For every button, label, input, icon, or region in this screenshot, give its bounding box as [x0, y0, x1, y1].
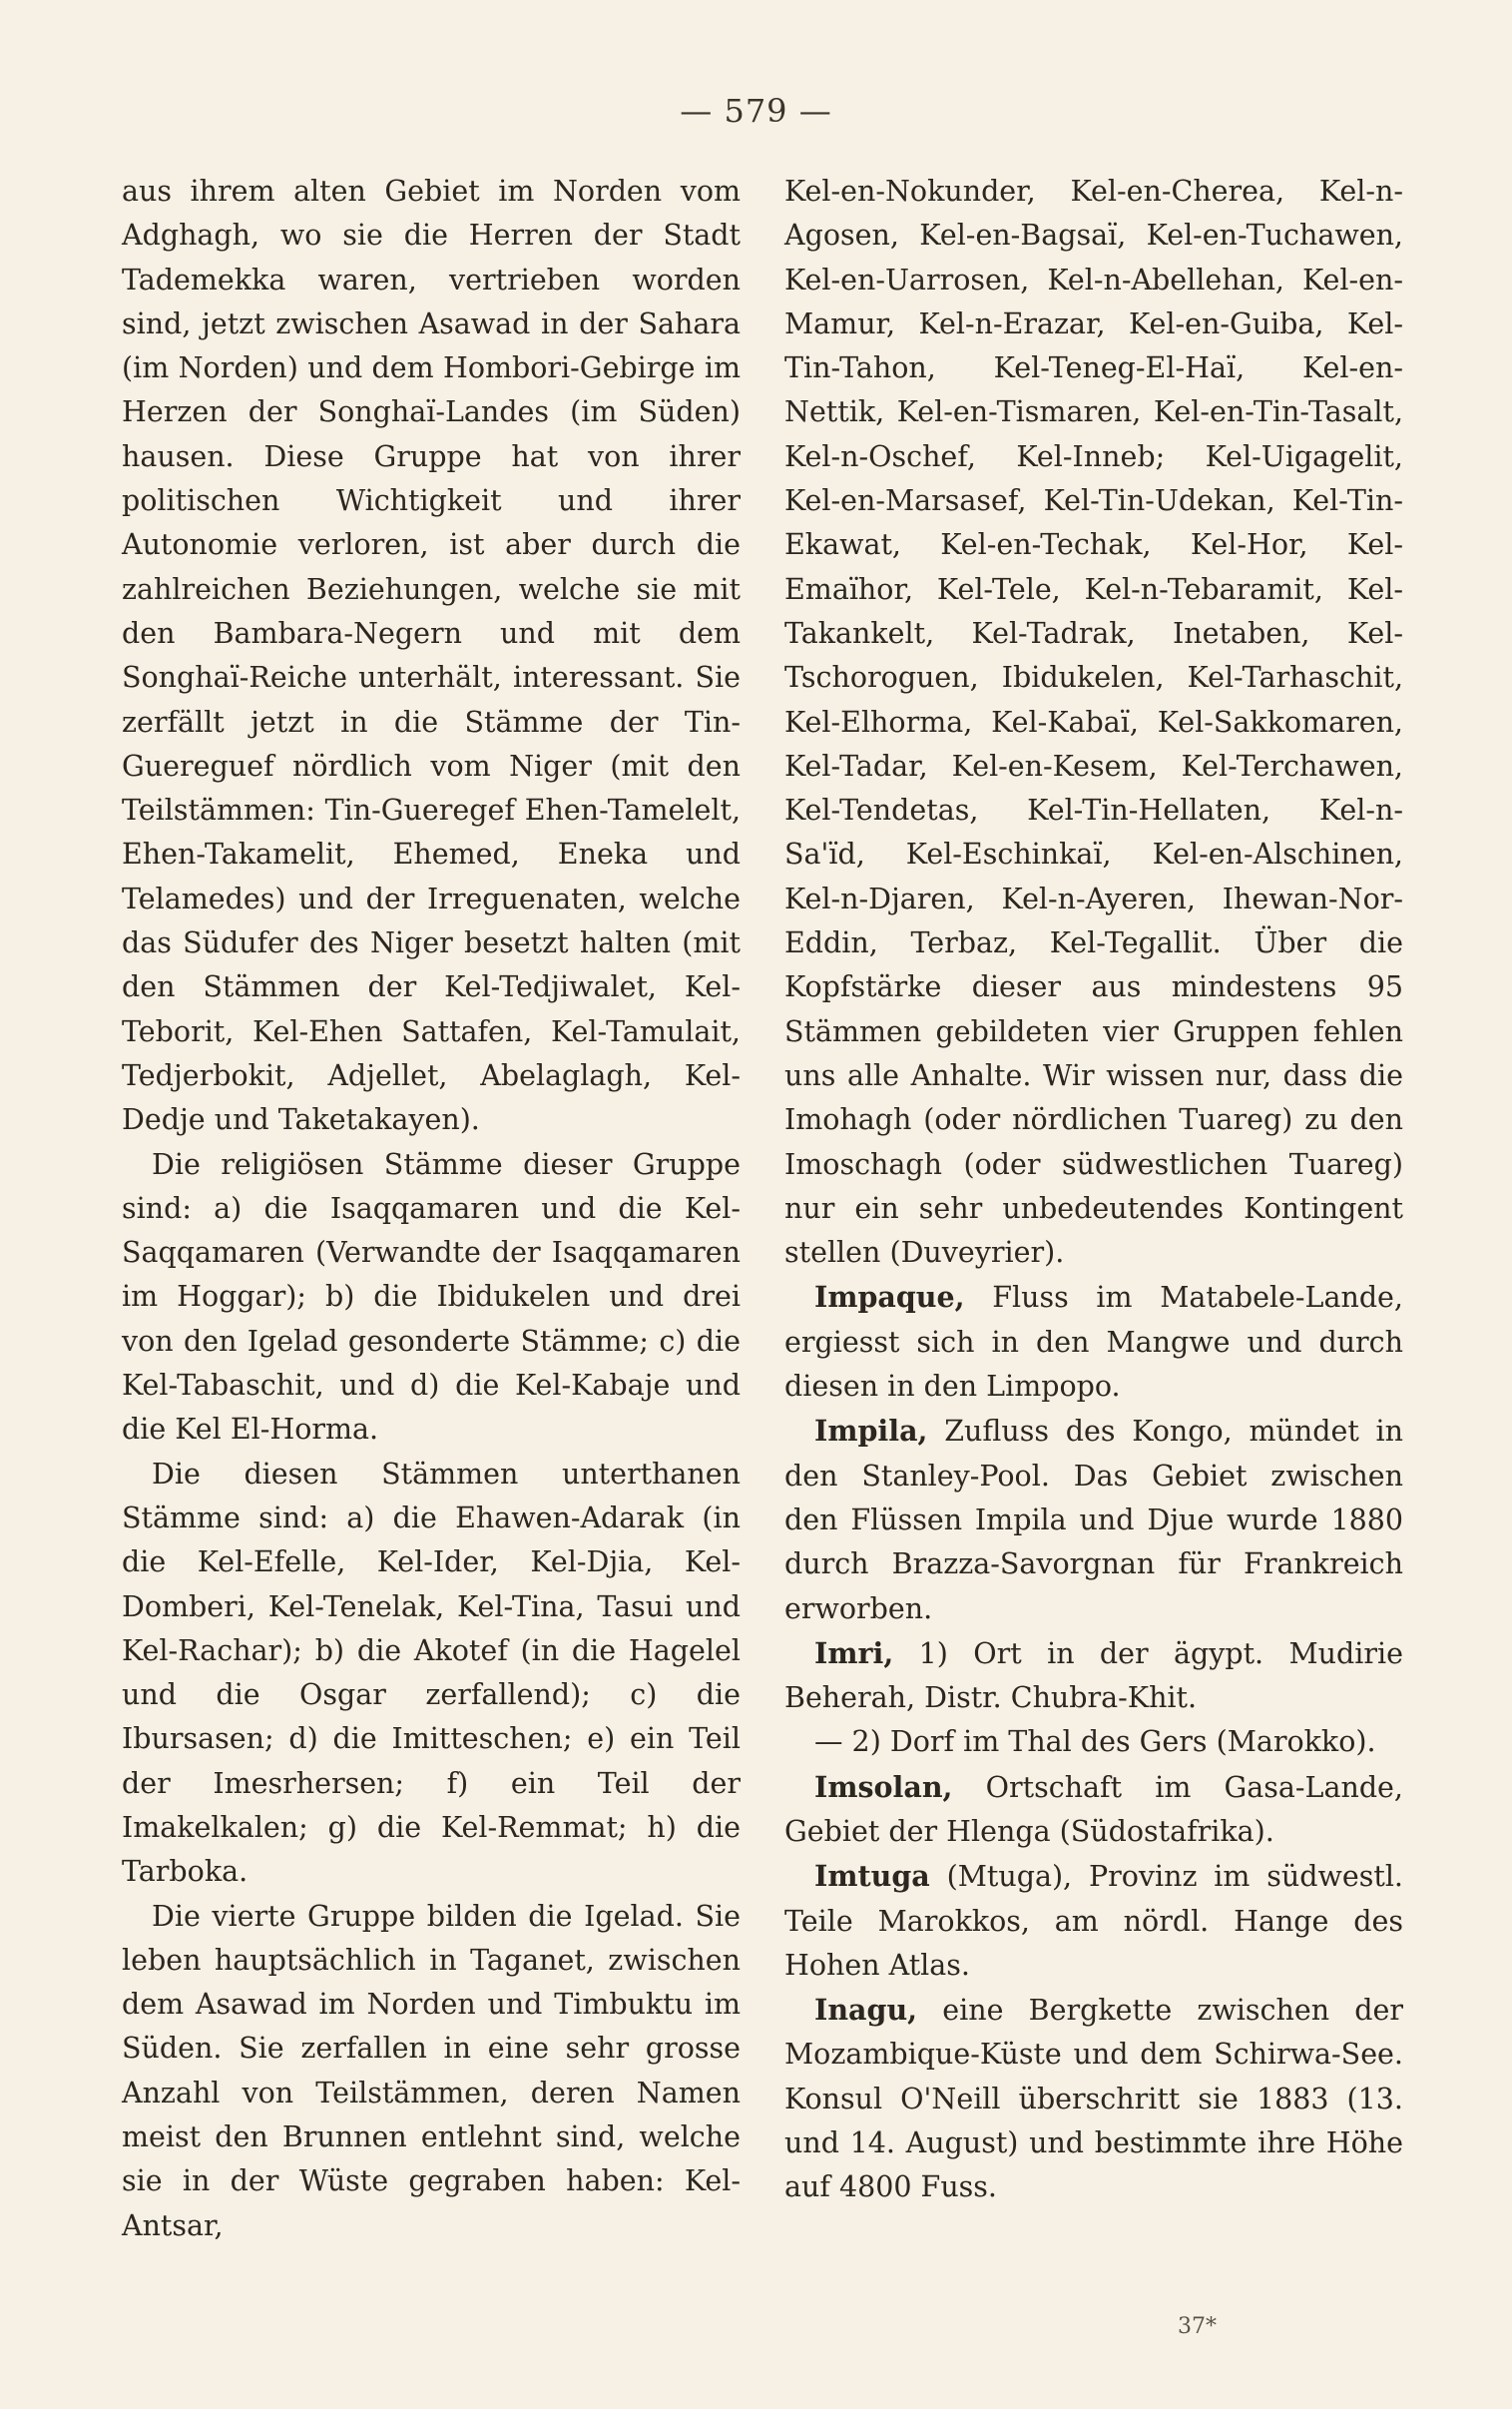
sheet-signature: 37*: [1178, 2314, 1217, 2339]
entry-text: Fluss im Matabele-Lande, ergiesst sich in den Mangwe und durch diesen in den Limpopo.: [784, 1281, 1403, 1404]
entry-inagu: [784, 1988, 1403, 2209]
entry-headword: Impaque,: [814, 1280, 965, 1315]
entry-headword: Impila,: [814, 1414, 928, 1449]
right-column: [784, 170, 1403, 2210]
entry-impaque: [784, 1275, 1403, 1409]
entry-text: (Mtuga), Provinz im südwestl. Teile Marokkos, am nördl. Hange des Hohen Atlas.: [784, 1860, 1403, 1982]
entry-impila: [784, 1409, 1403, 1630]
entry-headword: Imri,: [814, 1635, 894, 1670]
paragraph-text: Kel-en-Nokunder, Kel-en-Cherea, Kel-n-Agosen, Kel-en-Bagsaï, Kel-en-Tuchawen, Kel-en-Uarrosen, Kel-n-Abellehan, Kel-en-Mamur, Kel-n-Erazar, Kel-en-Guiba, Kel-Tin-Tahon, Kel-Teneg-El-Haï, Kel-en-Nettik, Kel-en-Tismaren, Kel-en-Tin-Tasalt, Kel-n-Oschef, Kel-Inneb; Kel-Uigagelit, Kel-en-Marsasef, Kel-Tin-Udekan, Kel-Tin-Ekawat, Kel-en-Techak, Kel-Hor, Kel-Emaïhor, Kel-Tele, Kel-n-Tebaramit, Kel-Takankelt, Kel-Tadrak, Inetaben, Kel-Tschoroguen, Ibidukelen, Kel-Tarhaschit, Kel-Elhorma, Kel-Kabaï, Kel-Sakkomaren, Kel-Tadar, Kel-en-Kesem, Kel-Terchawen, Kel-Tendetas, Kel-Tin-Hellaten, Kel-n-Sa'ïd, Kel-Eschinkaï, Kel-en-Alschinen, Kel-n-Djaren, Kel-n-Ayeren, Ihewan-Nor-Eddin, Terbaz, Kel-Tegallit. Über die Kopfstärke dieser aus mindestens 95 Stämmen gebildeten vier Gruppen fehlen uns alle Anhalte. Wir wissen nur, dass die Imohagh (oder nördlichen Tuareg) zu den Imoschagh (oder südwestlichen Tuareg) nur ein sehr unbedeutendes Kontingent stellen (Duveyrier).: [784, 175, 1403, 1270]
entry-imri: [784, 1631, 1403, 1721]
entry-imri-2: [784, 1720, 1403, 1764]
entry-text: — 2) Dorf im Thal des Gers (Marokko).: [814, 1725, 1376, 1759]
paragraph: aus ihrem alten Gebiet im Norden vom Adghagh, wo sie die Herren der Stadt Tademekka waren, vertrieben worden sind, jetzt zwischen Asawad in der Sahara (im Norden) und dem Hombori-Gebirge im Herzen der Songhaï-Landes (im Süden) hausen. Diese Gruppe hat von ihrer politischen Wichtigkeit und ihrer Autonomie verloren, ist aber durch die zahlreichen Beziehungen, welche sie mit den Bambara-Negern und mit dem Songhaï-Reiche unterhält, interessant. Sie zerfällt jetzt in die Stämme der Tin-Guereguef nördlich vom Niger (mit den Teilstämmen: Tin-Gueregef Ehen-Tamelelt, Ehen-Takamelit, Ehemed, Eneka und Telamedes) und der Irreguenaten, welche das Südufer des Niger besetzt halten (mit den Stämmen der Kel-Tedjiwalet, Kel-Teborit, Kel-Ehen Sattafen, Kel-Tamulait, Tedjerbokit, Adjellet, Abelaglagh, Kel-Dedje und Taketakayen).: [122, 175, 741, 1137]
left-column: [122, 170, 741, 2248]
entry-headword: Imsolan,: [814, 1769, 953, 1804]
entry-headword: Imtuga: [814, 1859, 930, 1894]
entry-text: eine Bergkette zwischen der Mozambique-Küste und dem Schirwa-See. Konsul O'Neill überschritt sie 1883 (13. und 14. August) und bestimmte ihre Höhe auf 4800 Fuss.: [784, 1994, 1403, 2204]
entry-imtuga: [784, 1854, 1403, 1988]
entry-headword: Inagu,: [814, 1993, 918, 2028]
paragraph: Die diesen Stämmen unterthanen Stämme sind: a) die Ehawen-Adarak (in die Kel-Efelle, Kel-Ider, Kel-Djia, Kel-Domberi, Kel-Tenelak, Kel-Tina, Tasui und Kel-Rachar); b) die Akotef (in die Hagelel und die Osgar zerfallend); c) die Ibursasen; d) die Imitteschen; e) ein Teil der Imesrhersen; f) ein Teil der Imakelkalen; g) die Kel-Remmat; h) die Tarboka.: [122, 1457, 741, 1889]
page-number: — 579 —: [680, 92, 832, 130]
paragraph: Die vierte Gruppe bilden die Igelad. Sie leben hauptsächlich in Taganet, zwischen dem Asawad im Norden und Timbuktu im Süden. Sie zerfallen in eine sehr grosse Anzahl von Teilstämmen, deren Namen meist den Brunnen entlehnt sind, welche sie in der Wüste gegraben haben: Kel-Antsar,: [122, 1899, 741, 2242]
paragraph: Die religiösen Stämme dieser Gruppe sind: a) die Isaqqamaren und die Kel-Saqqamaren (Verwandte der Isaqqamaren im Hoggar); b) die Ibidukelen und drei von den Igelad gesonderte Stämme; c) die Kel-Tabaschit, und d) die Kel-Kabaje und die Kel El-Horma.: [122, 1147, 741, 1447]
paragraph: [784, 170, 1403, 1275]
entry-text: Ortschaft im Gasa-Lande, Gebiet der Hlenga (Südostafrika).: [784, 1770, 1403, 1848]
entry-imsolan: [784, 1765, 1403, 1855]
entry-text: 1) Ort in der ägypt. Mudirie Beherah, Distr. Chubra-Khit.: [784, 1636, 1403, 1715]
entry-text: Zufluss des Kongo, mündet in den Stanley-Pool. Das Gebiet zwischen den Flüssen Impila und Djue wurde 1880 durch Brazza-Savorgnan für Frankreich erworben.: [784, 1415, 1403, 1625]
